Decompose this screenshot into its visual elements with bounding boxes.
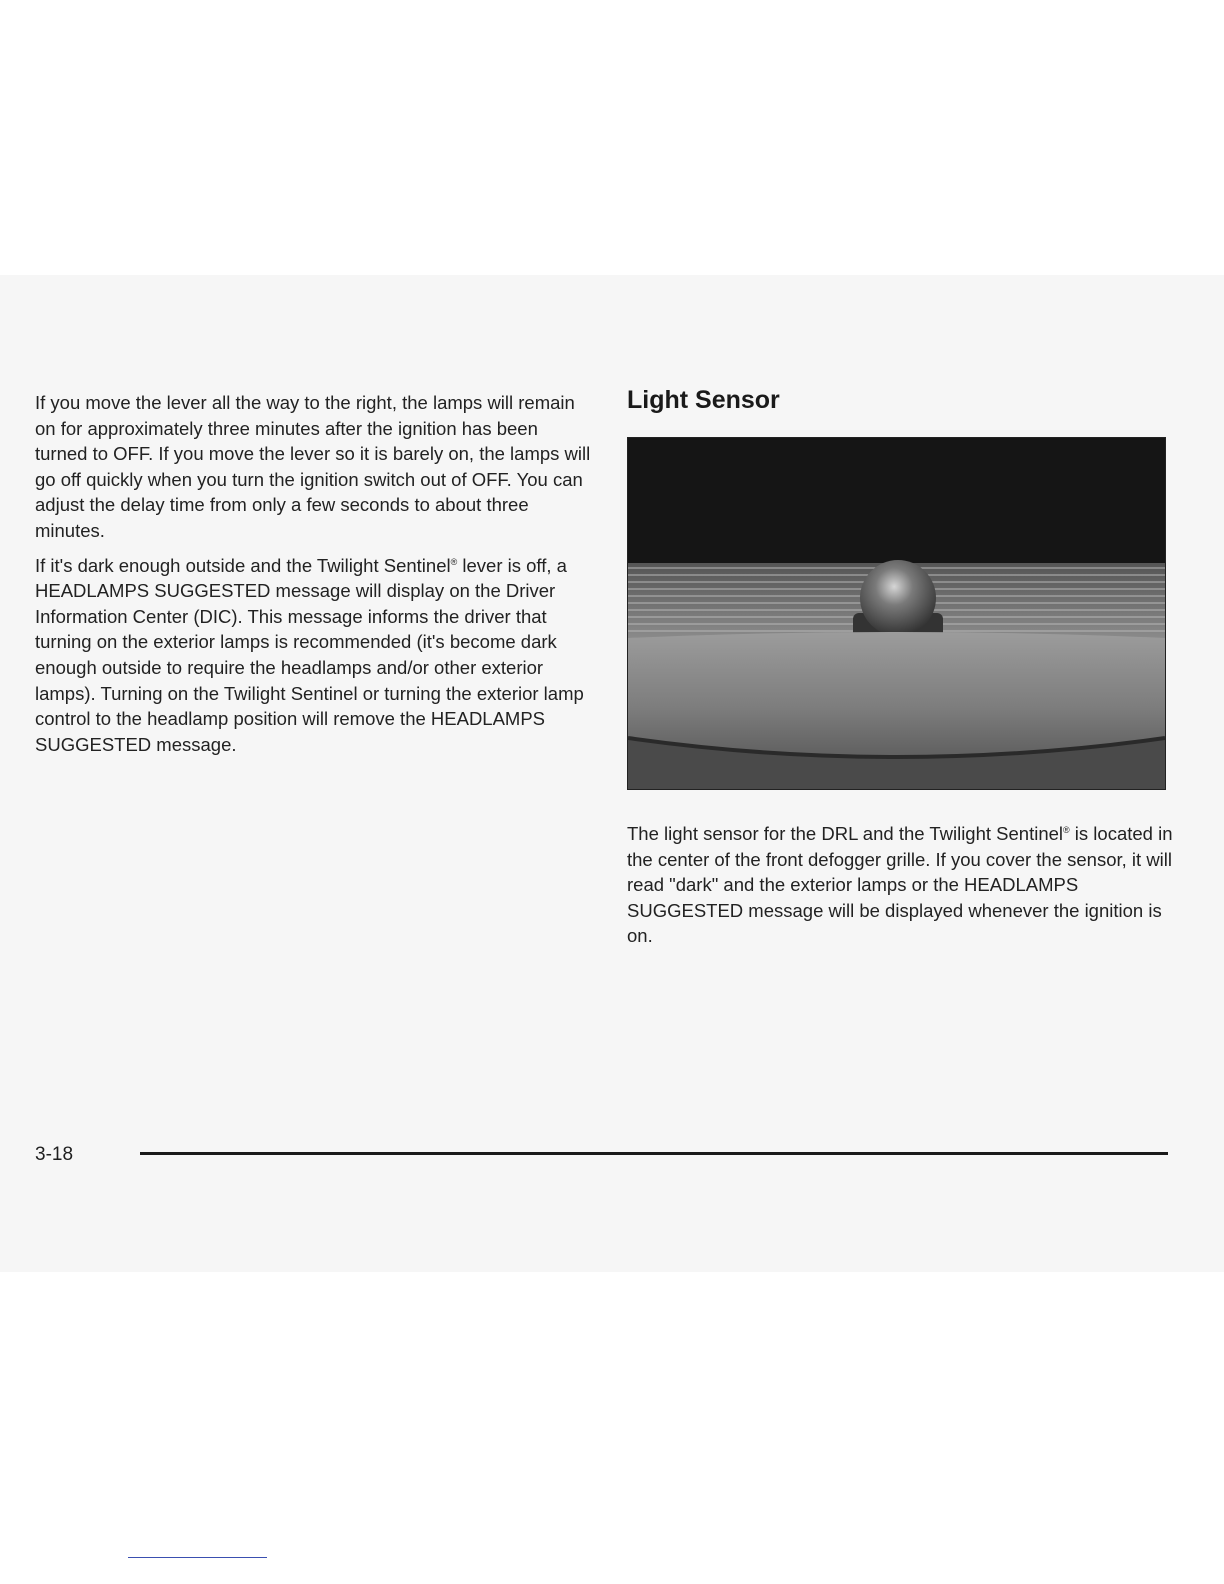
light-sensor-paragraph: The light sensor for the DRL and the Twilight Sentinel® is located in the center of the front defogger grille. If you cover the sensor, it will read "dark" and the exterior lamps or the HEADLAMPS SUGGESTED message will be displayed whenever the ignition is on. [627,823,1173,947]
section-heading: Light Sensor [627,386,780,414]
right-column [627,821,1187,958]
page-number: 3-18 [35,1144,74,1165]
lever-delay-paragraph: If you move the lever all the way to the right, the lamps will remain on for approximately three minutes after the ignition has been turned to OFF. If you move the lever so it is barely on, the lamps will go off quickly when you turn the ignition switch out of OFF. You can adjust the delay time from only a few seconds to about three minutes. [35,392,591,541]
bottom-underline [128,1557,267,1558]
registered-mark: ® [450,556,458,567]
headlamps-suggested-paragraph: If it's dark enough outside and the Twilight Sentinel® lever is off, a HEADLAMPS SUGGESTED message will display on the Driver Information Center (DIC). This message informs the driver that turning on the exterior lamps is recommended (it's become dark enough outside to require the headlamps and/or other exterior lamps). Turning on the Twilight Sentinel or turning the exterior lamp control to the headlamp position will remove the HEADLAMPS SUGGESTED message. [35,554,584,755]
registered-mark: ® [1063,824,1070,835]
left-column [35,390,595,766]
footer-rule [140,1152,1168,1155]
light-sensor-photo [627,437,1166,790]
